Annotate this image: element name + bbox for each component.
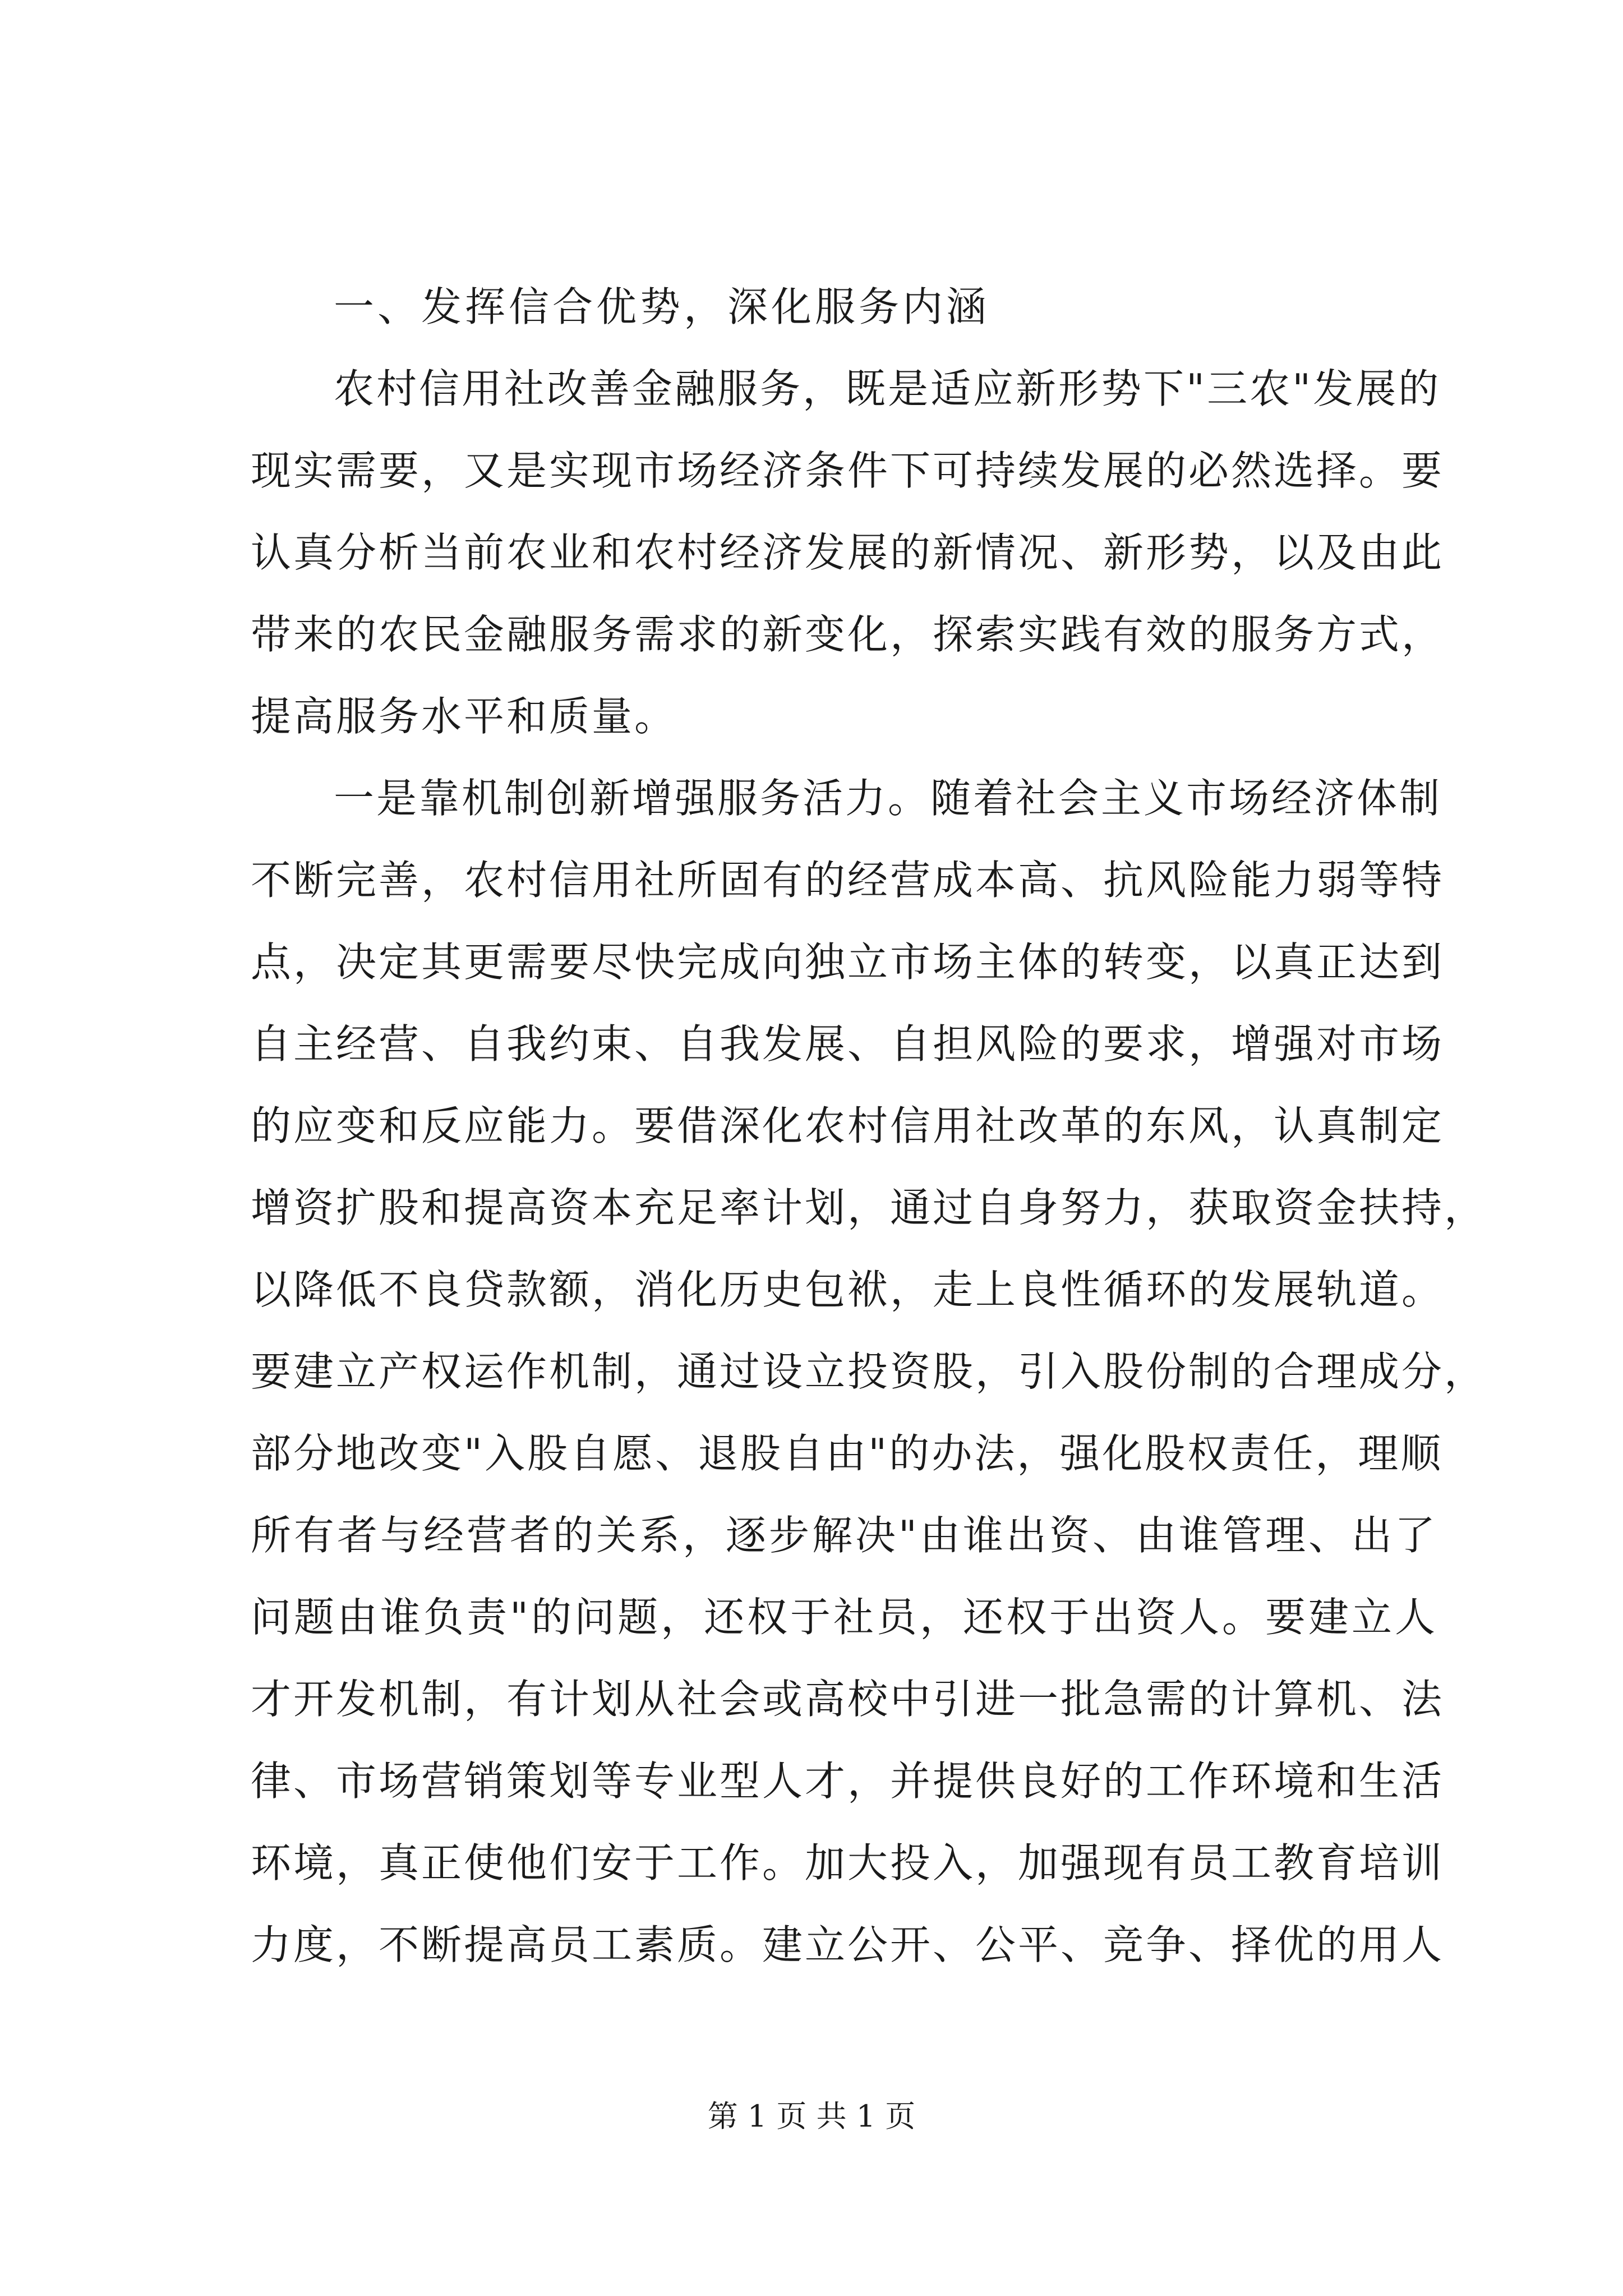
paragraph-line: 提高服务水平和质量。 <box>251 693 677 740</box>
paragraph-line: 农村信用社改善金融服务，既是适应新形势下"三农"发展的 <box>334 365 1441 412</box>
paragraph-line: 自主经营、自我约束、自我发展、自担风险的要求，增强对市场 <box>251 1020 1445 1068</box>
paragraph-line: 才开发机制，有计划从社会或高校中引进一批急需的计算机、法 <box>251 1676 1445 1723</box>
paragraph-line: 点，决定其更需要尽快完成向独立市场主体的转变，以真正达到 <box>251 938 1445 986</box>
paragraph-line: 一是靠机制创新增强服务活力。随着社会主义市场经济体制 <box>334 775 1442 822</box>
paragraph-line: 带来的农民金融服务需求的新变化，探索实践有效的服务方式， <box>251 611 1445 658</box>
paragraph-2 <box>251 757 1487 1986</box>
paragraph-line: 认真分析当前农业和农村经济发展的新情况、新形势，以及由此 <box>251 529 1445 576</box>
document-body <box>251 266 1487 1986</box>
paragraph-line: 现实需要，又是实现市场经济条件下可持续发展的必然选择。要 <box>251 447 1445 494</box>
paragraph-line: 所有者与经营者的关系，逐步解决"由谁出资、由谁管理、出了 <box>251 1512 1437 1559</box>
section-heading: 一、发挥信合优势，深化服务内涵 <box>334 283 990 330</box>
paragraph-line: 环境，真正使他们安于工作。加大投入，加强现有员工教育培训 <box>251 1839 1445 1887</box>
paragraph-line: 增资扩股和提高资本充足率计划，通过自身努力，获取资金扶持， <box>251 1184 1487 1231</box>
paragraph-1 <box>251 348 1445 757</box>
paragraph-line: 律、市场营销策划等专业型人才，并提供良好的工作环境和生活 <box>251 1757 1445 1805</box>
paragraph-line: 部分地改变"入股自愿、退股自由"的办法，强化股权责任，理顺 <box>251 1430 1444 1477</box>
paragraph-line: 的应变和反应能力。要借深化农村信用社改革的东风，认真制定 <box>251 1102 1445 1149</box>
paragraph-line: 要建立产权运作机制，通过设立投资股，引入股份制的合理成分， <box>251 1348 1487 1395</box>
paragraph-line: 力度，不断提高员工素质。建立公开、公平、竞争、择优的用人 <box>251 1921 1445 1968</box>
paragraph-line: 问题由谁负责"的问题，还权于社员，还权于出资人。要建立人 <box>251 1594 1437 1641</box>
paragraph-line: 以降低不良贷款额，消化历史包袱，走上良性循环的发展轨道。 <box>251 1266 1445 1313</box>
paragraph-line: 不断完善，农村信用社所固有的经营成本高、抗风险能力弱等特 <box>251 857 1445 904</box>
page-number-footer: 第 1 页 共 1 页 <box>707 2099 916 2134</box>
